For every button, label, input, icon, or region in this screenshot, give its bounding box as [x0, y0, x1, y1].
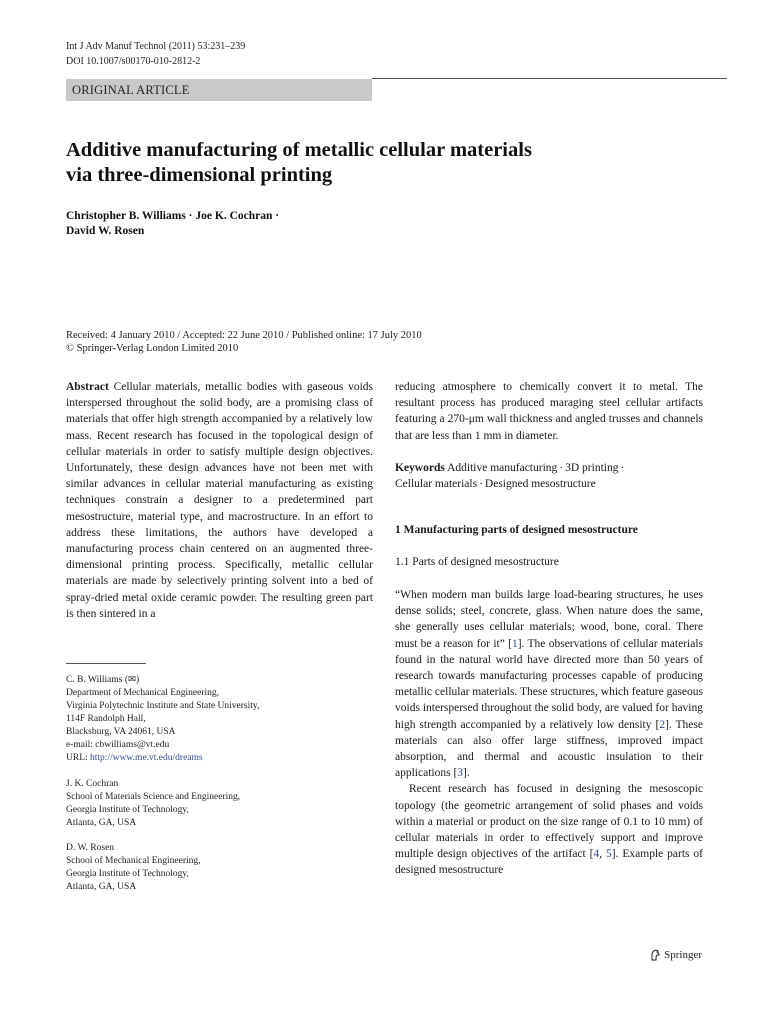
affiliation-name: J. K. Cochran: [66, 779, 119, 789]
keywords: Keywords Additive manufacturing · 3D printing · Cellular materials · Designed mesostructure: [395, 462, 625, 491]
citation-link[interactable]: 4: [593, 848, 600, 861]
authors-line-1: Christopher B. Williams · Joe K. Cochran ·: [66, 210, 280, 222]
citation-link[interactable]: 2: [659, 718, 666, 731]
publisher-name: Springer: [664, 949, 702, 961]
citation-link[interactable]: 3: [457, 767, 464, 780]
springer-horse-icon: [649, 949, 661, 961]
affiliation-line: Department of Mechanical Engineering,: [66, 688, 219, 698]
doi: DOI 10.1007/s00170-010-2812-2: [66, 56, 201, 67]
affiliation-line: Georgia Institute of Technology,: [66, 805, 189, 815]
keywords-label: Keywords: [395, 462, 445, 474]
affiliation-williams: [66, 674, 366, 765]
publication-dates: Received: 4 January 2010 / Accepted: 22 June 2010 / Published online: 17 July 2010: [66, 330, 422, 341]
header-rule: [372, 78, 727, 79]
affiliation-cochran: [66, 778, 366, 830]
journal-reference: Int J Adv Manuf Technol (2011) 53:231–239: [66, 41, 246, 52]
keyword: Designed mesostructure: [484, 478, 596, 491]
section-heading: 1 Manufacturing parts of designed mesostructure: [395, 524, 638, 536]
affiliation-line: School of Materials Science and Engineering,: [66, 792, 241, 802]
abstract: [66, 379, 373, 622]
affiliation-line: Atlanta, GA, USA: [66, 818, 137, 828]
affiliation-line: Atlanta, GA, USA: [66, 882, 137, 892]
affiliation-name: D. W. Rosen: [66, 843, 115, 853]
citation-link[interactable]: 5: [606, 848, 612, 861]
abstract-label: Abstract: [66, 381, 109, 393]
url-label: URL:: [66, 753, 91, 763]
affiliation-email: e-mail: cbwilliams@vt.edu: [66, 740, 170, 750]
abstract-continuation: reducing atmosphere to chemically convert it to metal. The resultant process has produced maraging steel cellular artifacts featuring a 270-μm wall thickness and angled trusses and channels that are less than 1 mm in diameter.: [395, 381, 703, 442]
copyright: © Springer-Verlag London Limited 2010: [66, 343, 239, 354]
affiliation-name: C. B. Williams (✉): [66, 675, 140, 685]
affiliation-line: School of Mechanical Engineering,: [66, 856, 201, 866]
keyword: Additive manufacturing: [447, 462, 558, 474]
publisher-logo: [649, 947, 702, 963]
paragraph: “When modern man builds large load-bearing structures, he uses dense solids; steel, concrete, glass. When nature does the same, she generally uses cellular materials; wood, bone, coral. There must be a reason for it” [1]. The observations of cellular materials found in the natural world have directed more than 50 years of research towards manufacturing processes capable of producing metallic cellular materials. These structures, which feature gaseous voids interspersed throughout the solid body, are valued for having high strength accompanied by a relatively low density [2]. These materials can also offer large stiffness, improved impact absorption, and thermal and acoustic insulation to their applications [3].: [395, 589, 703, 780]
affiliation-rosen: [66, 842, 366, 894]
keyword: Cellular materials: [395, 478, 478, 491]
affiliation-line: Virginia Polytechnic Institute and State University,: [66, 701, 260, 711]
title-line-1: Additive manufacturing of metallic cellular materials: [66, 139, 532, 161]
affiliation-line: 114F Randolph Hall,: [66, 714, 146, 724]
citation-link[interactable]: 1: [511, 637, 518, 650]
keyword: 3D printing: [565, 462, 619, 474]
article-type-banner: ORIGINAL ARTICLE: [66, 79, 372, 101]
affiliation-url-link[interactable]: http://www.me.vt.edu/dreams: [90, 753, 203, 763]
authors-line-2: David W. Rosen: [66, 225, 145, 237]
abstract-text: Cellular materials, metallic bodies with gaseous voids interspersed throughout the solid body, are a promising class of materials that offer high strength accompanied by a relatively low mass. Recent research has focused in the topological design of cellular materials in order to satisfy multiple design objectives. Unfortunately, these design advances have not been met with similar advances in cellular material manufacturing as existing techniques constrain a designer to a predetermined part mesostructure, material type, and macrostructure. In an effort to address these limitations, the authors have developed a manufacturing process chain centered on an augmented three-dimensional printing process. Specifically, metallic cellular materials are made by selectively printing solvent into a bed of spray-dried metal oxide ceramic powder. The resulting green part is then sintered in a: [66, 381, 374, 620]
affiliation-url-line: [66, 752, 366, 765]
title-line-2: via three-dimensional printing: [66, 164, 333, 186]
paper-title: [66, 138, 706, 188]
subsection-heading: 1.1 Parts of designed mesostructure: [395, 556, 559, 568]
paragraph: Recent research has focused in designing the mesoscopic topology (the geometric arrangement of solid phases and voids within a material or product on the size range of 0.1 to 10 mm) of cellular materials in order to effectively support and improve multiple design objectives of the artifact [4, 5]. Example parts of designed mesostructure: [395, 783, 704, 877]
affiliation-line: Georgia Institute of Technology,: [66, 869, 189, 879]
section-body: [395, 587, 703, 879]
author-list: [66, 209, 466, 239]
affiliation-rule: [66, 663, 146, 664]
affiliation-line: Blacksburg, VA 24061, USA: [66, 727, 176, 737]
